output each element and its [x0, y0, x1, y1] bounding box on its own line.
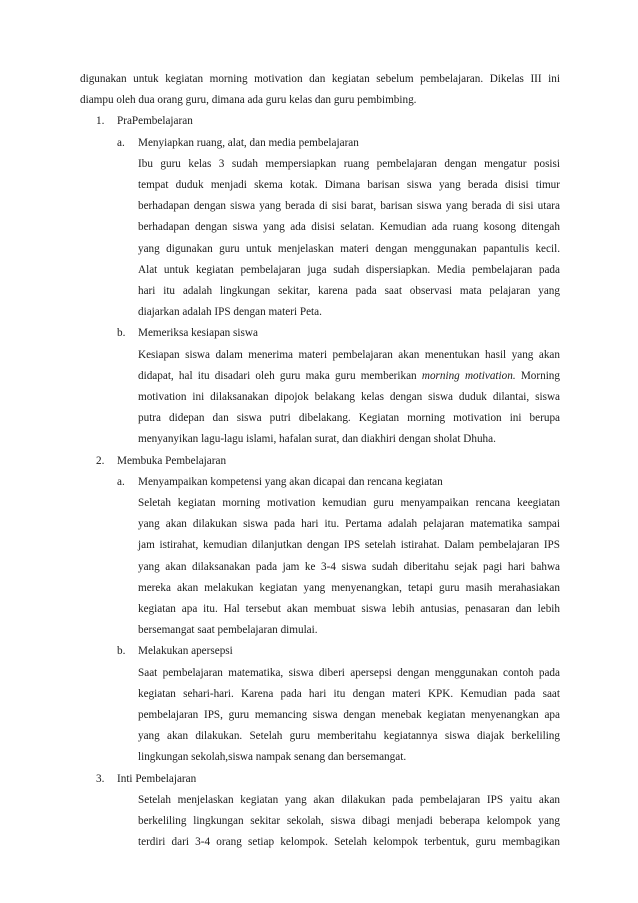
section-1b-marker: b. [117, 327, 126, 340]
paragraph-line: berhadapan dengan siswa yang ada disisi selatan. Kemudian ada ruang kosong ditengah [138, 221, 560, 234]
paragraph-line: Alat untuk kegiatan pembelajaran juga sudah dispersiapkan. Media pembelajaran pada [138, 263, 560, 276]
section-1-number: 1. [96, 115, 105, 128]
paragraph-line: jam istirahat, kemudian dilanjutkan dengan IPS setelah istirahat. Dalam pembelajaran IPS [138, 539, 560, 552]
section-2b-marker: b. [117, 645, 126, 658]
section-1b-title: Memeriksa kesiapan siswa [138, 327, 258, 340]
paragraph-line: berkeliling lingkungan sekitar sekolah, siswa dibagi menjadi beberapa kelompok yang [138, 815, 560, 827]
paragraph-line: yang akan dilakukan siswa pada hari itu. Pertama adalah pelajaran matematika sampai [138, 518, 560, 531]
paragraph-line [138, 369, 560, 383]
section-2b-title: Melakukan apersepsi [138, 645, 233, 658]
paragraph-line: Kesiapan siswa dalam menerima materi pembelajaran akan menentukan hasil yang akan [138, 348, 560, 361]
text-run: Morning [515, 369, 560, 382]
section-3-number: 3. [96, 772, 105, 785]
paragraph-line: Setelah menjelaskan kegiatan yang akan dilakukan pada pembelajaran IPS yaitu akan [138, 793, 560, 806]
section-2-title: Membuka Pembelajaran [117, 454, 227, 467]
paragraph-line: motivation ini dilaksanakan dipojok belakang kelas dengan siswa duduk dilantai, siswa [138, 391, 560, 403]
paragraph-line: kegiatan sehari-hari. Karena pada hari itu dengan materi KPK. Kemudian pada saat [138, 687, 560, 700]
section-2a-title: Menyampaikan kompetensi yang akan dicapai dan rencana kegiatan [138, 475, 443, 488]
italic-text-run: morning motivation. [421, 369, 516, 382]
section-2a-marker: a. [117, 475, 125, 488]
paragraph-line: mereka akan melakukan kegiatan yang menyenangkan, tetapi guru masih merahasiakan [138, 581, 560, 594]
paragraph-line: putra didepan dan siswa putri dibelakang. Kegiatan morning motivation ini berupa [138, 412, 560, 425]
paragraph-line: kegiatan apa itu. Hal tersebut akan membuat siswa lebih antusias, penasaran dan lebih [138, 603, 560, 615]
text-run: didapat, hal itu disadari oleh guru maka guru memberikan [138, 369, 422, 382]
paragraph-line: diajarkan adalah IPS dengan materi Peta. [138, 306, 322, 319]
section-1a-title: Menyiapkan ruang, alat, dan media pembelajaran [138, 136, 359, 149]
paragraph-line: menyanyikan lagu-lagu islami, hafalan surat, dan diakhiri dengan sholat Dhuha. [138, 433, 496, 446]
paragraph-line: yang akan dilakukan. Setelah guru memberitahu kegiatannya siswa diajak berkeliling [138, 730, 560, 743]
intro-line-1: digunakan untuk kegiatan morning motivation dan kegiatan sebelum pembelajaran. Dikelas III ini [80, 73, 560, 85]
paragraph-line: hari itu adalah lingkungan sekitar, karena pada saat observasi mata pelajaran yang [138, 285, 560, 297]
paragraph-line: lingkungan sekolah,siswa nampak senang dan bersemangat. [138, 751, 407, 764]
intro-line-2: diampu oleh dua orang guru, dimana ada guru kelas dan guru pembimbing. [80, 94, 417, 107]
paragraph-line: Ibu guru kelas 3 sudah mempersiapkan ruang pembelajaran dengan mengatur posisi [138, 157, 560, 170]
paragraph-line: pembelajaran IPS, guru memancing siswa dengan menebak kegiatan menyenangkan apa [138, 709, 560, 721]
paragraph-line: tempat duduk menjadi skema kotak. Dimana barisan siswa yang berada disisi timur [138, 179, 560, 191]
paragraph-line: yang digunakan guru untuk menjelaskan materi dengan menggunakan papantulis kecil. [138, 242, 560, 255]
paragraph-line: Seletah kegiatan morning motivation kemudian guru menyampaikan rencana keegiatan [138, 497, 560, 509]
paragraph-line: yang akan dilaksanakan pada jam ke 3-4 siswa sudah diberitahu sejak pagi hari bahwa [138, 560, 560, 573]
paragraph-line: terdiri dari 3-4 orang setiap kelompok. Setelah kelompok terbentuk, guru membagikan [138, 836, 560, 849]
paragraph-line: bersemangat saat pembelajaran dimulai. [138, 624, 318, 637]
section-1-title: PraPembelajaran [117, 115, 193, 128]
section-3-title: Inti Pembelajaran [117, 772, 197, 785]
section-1a-marker: a. [117, 136, 125, 149]
paragraph-line: berhadapan dengan siswa yang berada di sisi barat, barisan siswa yang berada di sisi utara [138, 200, 560, 213]
paragraph-line: Saat pembelajaran matematika, siswa diberi apersepsi dengan menggunakan contoh pada [138, 666, 560, 679]
section-2-number: 2. [96, 454, 105, 467]
